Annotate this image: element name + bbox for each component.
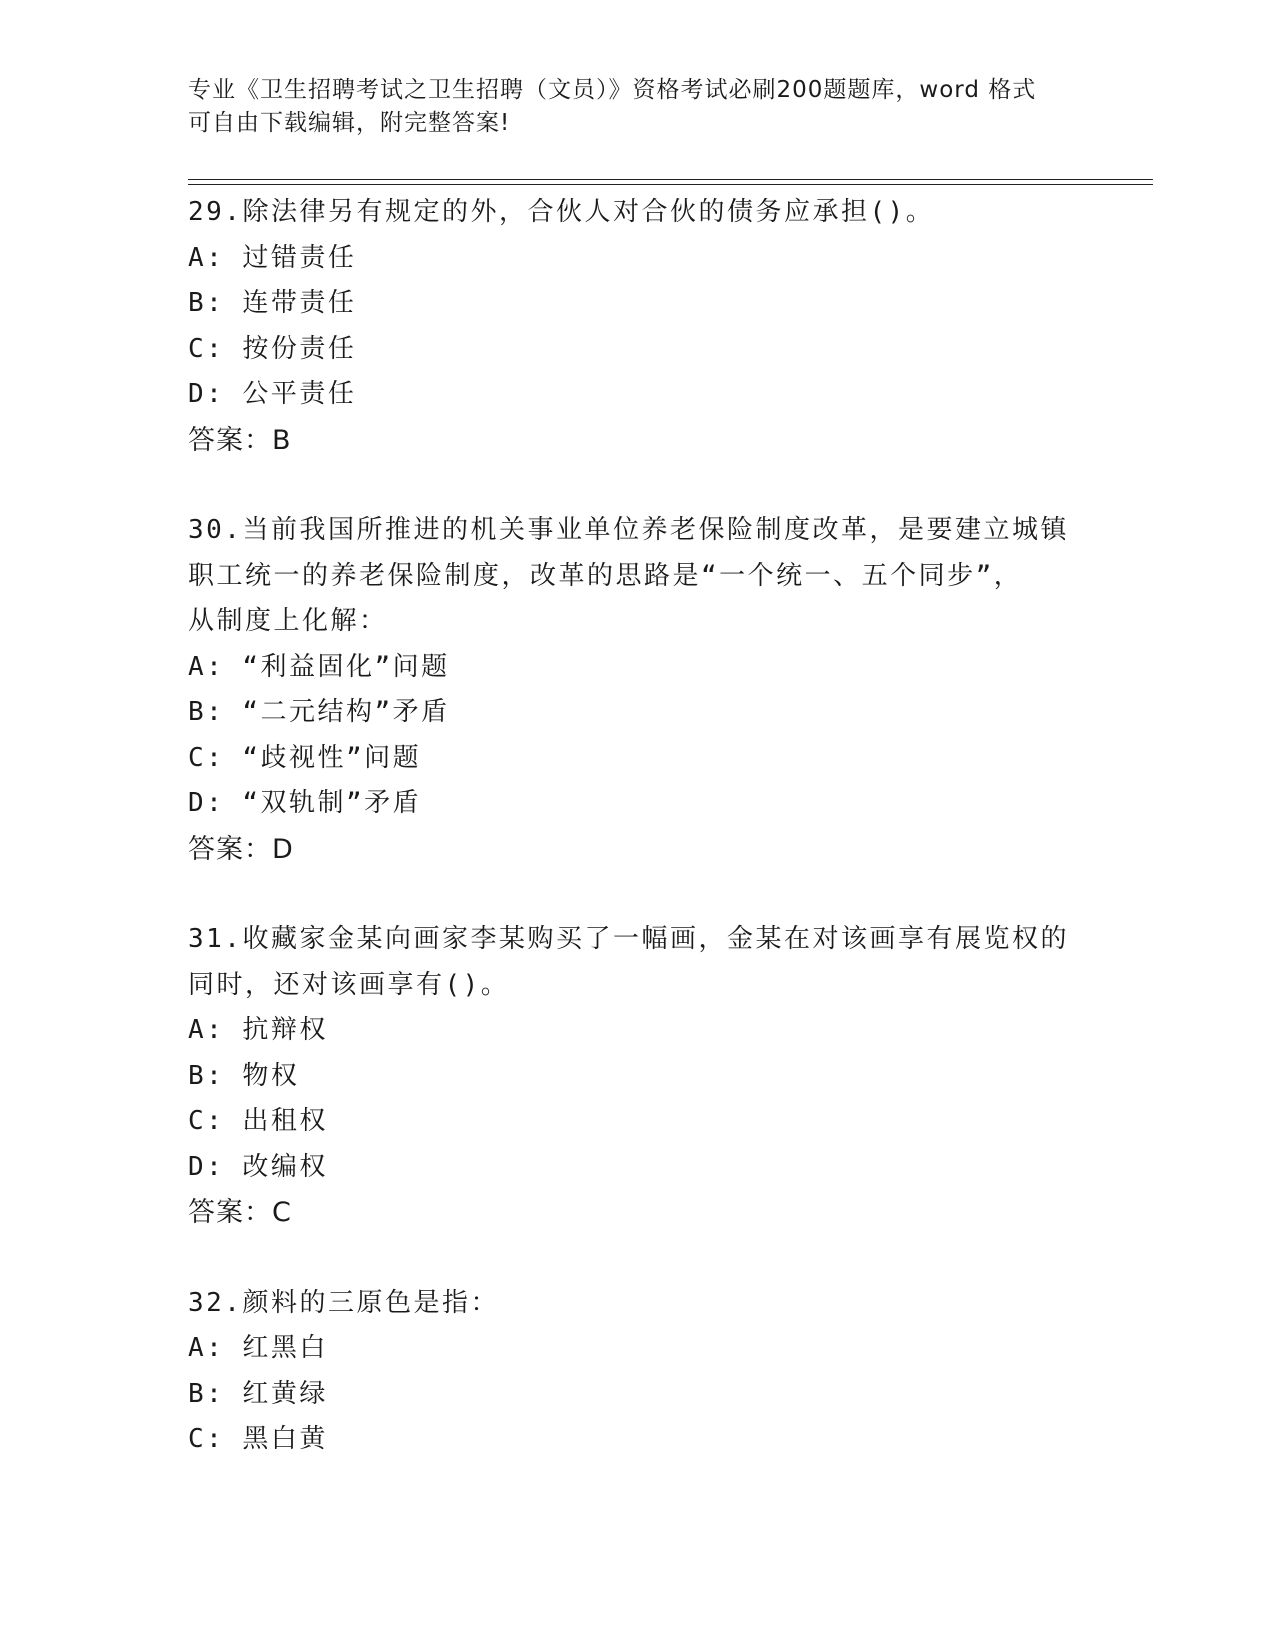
option-text: 出租权 <box>242 1106 328 1136</box>
question-stem-line: 31.收藏家金某向画家李某购买了一幅画，金某在对该画享有展览权的 <box>188 924 1069 954</box>
header-divider-bottom <box>188 184 1153 185</box>
option-spacer <box>224 781 242 827</box>
answer-key: 答案：C <box>188 1197 292 1228</box>
option-key: C: <box>188 742 225 773</box>
answer-option <box>188 1372 1088 1418</box>
answer-option <box>188 281 1088 327</box>
option-spacer <box>224 1372 242 1418</box>
answer-option <box>188 1417 1088 1463</box>
answer-option <box>188 1054 1088 1100</box>
option-key: D: <box>188 379 225 409</box>
question-block <box>188 190 1088 463</box>
option-text: 黑白黄 <box>242 1424 328 1454</box>
answer-option <box>188 236 1088 282</box>
option-text: 过错责任 <box>242 242 357 273</box>
answer-key: 答案：B <box>188 424 292 456</box>
answer-option <box>188 690 1088 736</box>
question-stem-line: 32.颜料的三原色是指： <box>188 1287 499 1318</box>
header-divider-top <box>188 179 1153 180</box>
option-key: C: <box>188 1424 225 1454</box>
question-stem-line: 从制度上化解： <box>188 606 388 636</box>
question-block <box>188 1281 1088 1463</box>
option-text: 改编权 <box>242 1151 328 1182</box>
question-stem-line: 同时，还对该画享有()。 <box>188 969 510 1000</box>
option-key: D: <box>188 1151 225 1182</box>
option-spacer <box>224 372 242 418</box>
answer-option <box>188 1008 1088 1054</box>
option-spacer <box>224 1099 242 1145</box>
option-spacer <box>224 1008 242 1054</box>
option-key: A: <box>188 242 225 273</box>
question-stem <box>188 508 1088 645</box>
answer-option <box>188 327 1088 373</box>
option-spacer <box>224 1145 242 1191</box>
option-key: D: <box>188 788 225 818</box>
answer-key: 答案：D <box>188 833 294 865</box>
option-key: A: <box>188 1333 225 1363</box>
option-text: 红黑白 <box>242 1333 328 1363</box>
answer-option <box>188 736 1088 782</box>
option-key: B: <box>188 288 225 318</box>
question-stem <box>188 190 1088 236</box>
option-key: B: <box>188 1378 225 1409</box>
option-key: C: <box>188 1106 225 1136</box>
question-stem-line: 30.当前我国所推进的机关事业单位养老保险制度改革，是要建立城镇 <box>188 515 1069 545</box>
option-text: 抗辩权 <box>242 1015 328 1045</box>
option-spacer <box>224 1326 242 1372</box>
option-spacer <box>224 281 242 327</box>
answer-option <box>188 1145 1088 1191</box>
option-key: B: <box>188 697 225 727</box>
option-text: 物权 <box>242 1060 300 1091</box>
option-text: “利益固化”问题 <box>242 651 450 682</box>
document-header <box>188 74 1088 140</box>
question-block <box>188 508 1088 872</box>
header-line-2: 可自由下载编辑，附完整答案! <box>188 110 511 136</box>
option-spacer <box>224 645 242 691</box>
option-spacer <box>224 736 242 782</box>
option-key: A: <box>188 1015 225 1045</box>
answer-option <box>188 781 1088 827</box>
question-block <box>188 917 1088 1236</box>
question-stem-line: 29.除法律另有规定的外，合伙人对合伙的债务应承担()。 <box>188 197 935 227</box>
question-stem <box>188 1281 1088 1327</box>
option-text: 公平责任 <box>242 379 357 409</box>
question-stem <box>188 917 1088 1008</box>
option-key: A: <box>188 651 225 682</box>
header-line-1: 专业《卫生招聘考试之卫生招聘（文员）》资格考试必刷200题题库，word 格式 <box>188 77 1037 103</box>
option-text: 按份责任 <box>242 333 357 364</box>
option-spacer <box>224 1417 242 1463</box>
answer-option <box>188 645 1088 691</box>
option-spacer <box>224 1054 242 1100</box>
option-text: “双轨制”矛盾 <box>242 788 422 818</box>
option-text: “二元结构”矛盾 <box>242 697 450 727</box>
question-stem-line: 职工统一的养老保险制度，改革的思路是“一个统一、五个同步”， <box>188 560 1023 591</box>
answer-option <box>188 1326 1088 1372</box>
option-key: B: <box>188 1060 225 1091</box>
option-text: 红黄绿 <box>242 1378 328 1409</box>
option-text: 连带责任 <box>242 288 357 318</box>
answer-option <box>188 372 1088 418</box>
option-spacer <box>224 690 242 736</box>
question-list <box>188 190 1088 1508</box>
option-spacer <box>224 236 242 282</box>
option-spacer <box>224 327 242 373</box>
option-key: C: <box>188 333 225 364</box>
answer-option <box>188 1099 1088 1145</box>
option-text: “歧视性”问题 <box>242 742 422 773</box>
